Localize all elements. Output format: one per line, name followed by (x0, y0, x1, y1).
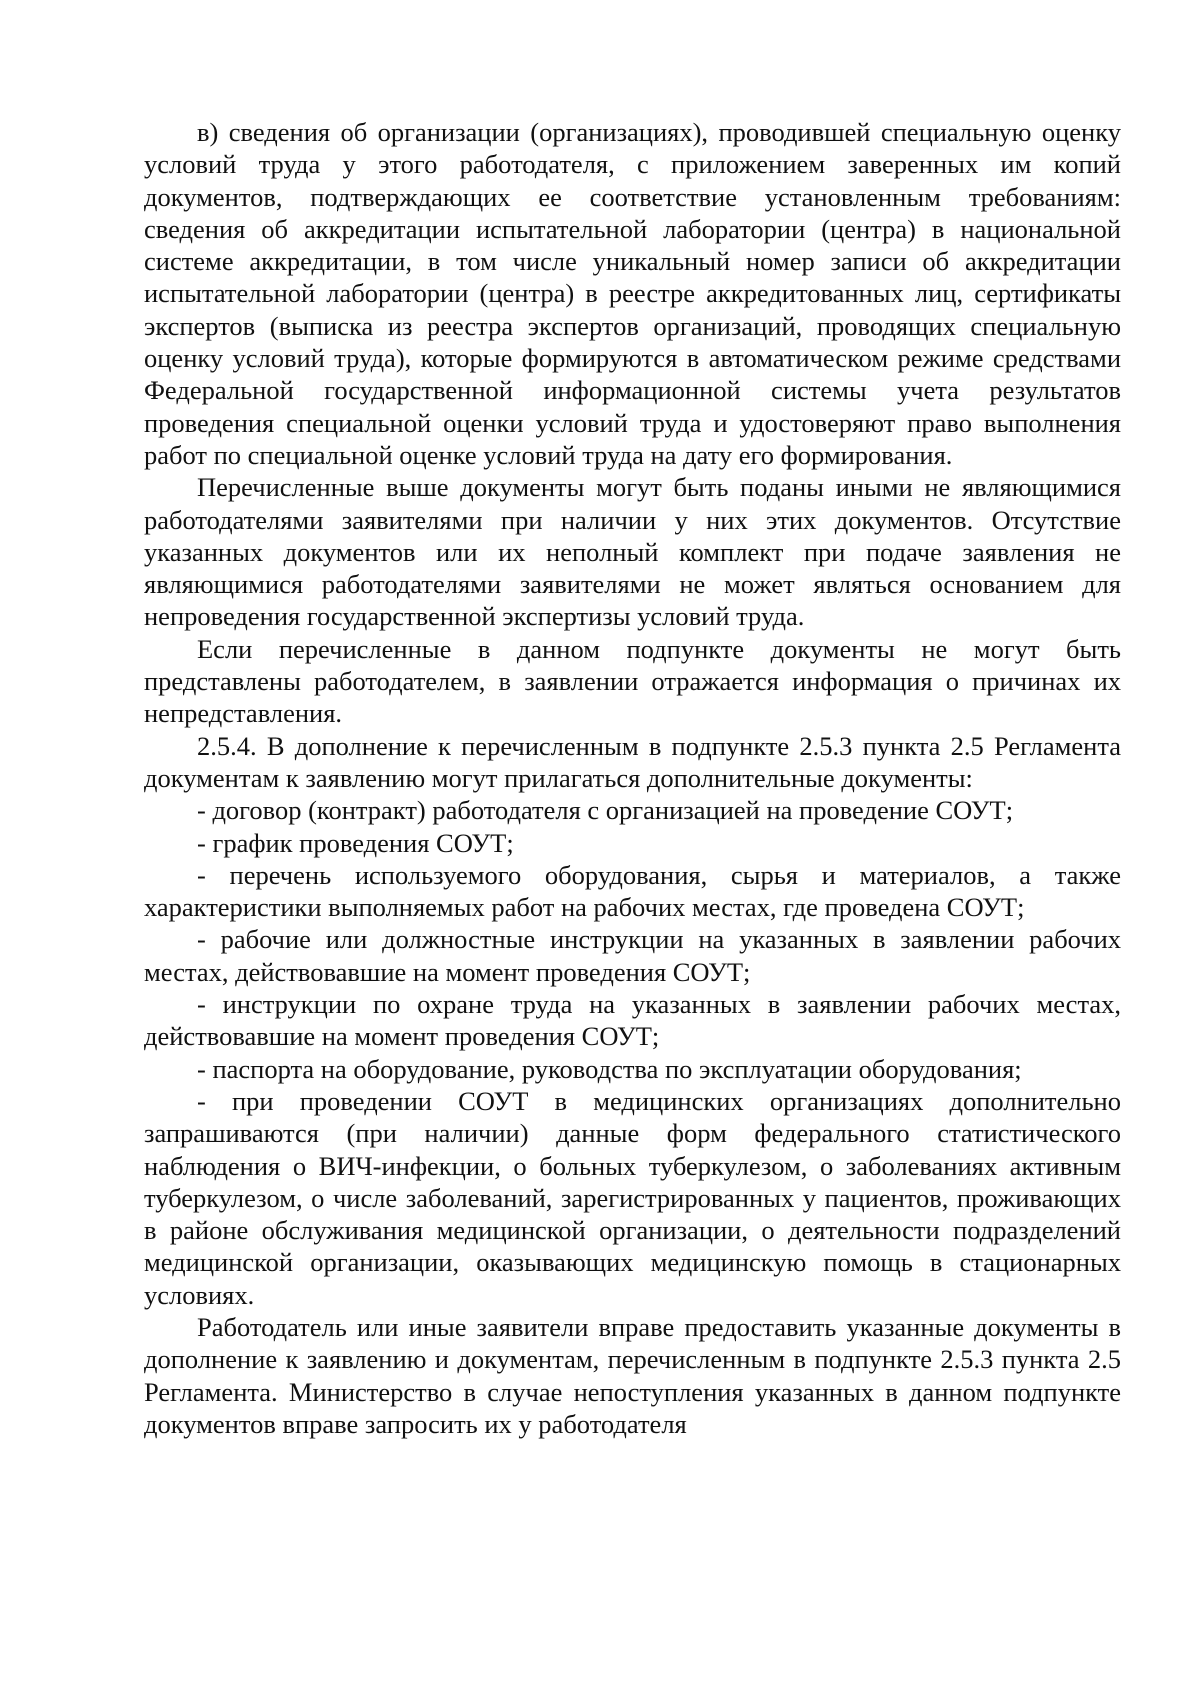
paragraph-missing-documents: Если перечисленные в данном подпункте документы не могут быть представлены работодателем, в заявлении отражается информация о причинах их непредставления. (144, 633, 1121, 729)
document-page (144, 116, 1121, 1440)
list-item-contract: - договор (контракт) работодателя с организацией на проведение СОУТ; (197, 795, 1014, 826)
list-item-equipment-list: - перечень используемого оборудования, сырья и материалов, а также характеристики выполняемых работ на рабочих местах, где проведена СОУТ; (144, 859, 1121, 923)
list-item-medical-organizations: - при проведении СОУТ в медицинских организациях дополнительно запрашиваются (при наличии) данные форм федерального статистического наблюдения о ВИЧ-инфекции, о больных туберкулезом, о заболеваниях активным туберкулезом, о числе заболеваний, зарегистрированных у пациентов, проживающих в районе обслуживания медицинской организации, о деятельности подразделений медицинской организации, оказывающих медицинскую помощь в стационарных условиях. (144, 1085, 1121, 1310)
list-item-schedule: - график проведения СОУТ; (197, 827, 514, 858)
paragraph-2-5-4: 2.5.4. В дополнение к перечисленным в подпункте 2.5.3 пункта 2.5 Регламента документам к заявлению могут прилагаться дополнительные документы: (144, 730, 1121, 793)
list-item-job-instructions: - рабочие или должностные инструкции на указанных в заявлении рабочих местах, действовавшие на момент проведения СОУТ; (144, 924, 1121, 987)
list-item-equipment-passports: - паспорта на оборудование, руководства по эксплуатации оборудования; (197, 1053, 1022, 1084)
list-item-safety-instructions: - инструкции по охране труда на указанных в заявлении рабочих местах, действовавшие на момент проведения СОУТ; (144, 989, 1121, 1052)
paragraph-other-applicants: Перечисленные выше документы могут быть поданы иными не являющимися работодателями заявителями при наличии у них этих документов. Отсутствие указанных документов или их неполный комплект при подаче заявления не являющимися работодателями заявителями не может являться основанием для непроведения государственной экспертизы условий труда. (144, 472, 1121, 632)
paragraph-organization-info: в) сведения об организации (организациях), проводившей специальную оценку условий труда у этого работодателя, с приложением заверенных им копий документов, подтверждающих ее соответствие установленным требованиям: сведения об аккредитации испытательной лаборатории (центра) в национальной системе аккредитации, в том числе уникальный номер записи об аккредитации испытательной лаборатории (центра) в реестре аккредитованных лиц, сертификаты экспертов (выписка из реестра экспертов организаций, проводящих специальную оценку условий труда), которые формируются в автоматическом режиме средствами Федеральной государственной информационной системы учета результатов проведения специальной оценки условий труда и удостоверяют право выполнения работ по специальной оценке условий труда на дату его формирования. (144, 117, 1121, 470)
paragraph-employer-rights: Работодатель или иные заявители вправе предоставить указанные документы в дополнение к заявлению и документам, перечисленным в подпункте 2.5.3 пункта 2.5 Регламента. Министерство в случае непоступления указанных в данном подпункте документов вправе запросить их у работодателя (144, 1311, 1121, 1439)
